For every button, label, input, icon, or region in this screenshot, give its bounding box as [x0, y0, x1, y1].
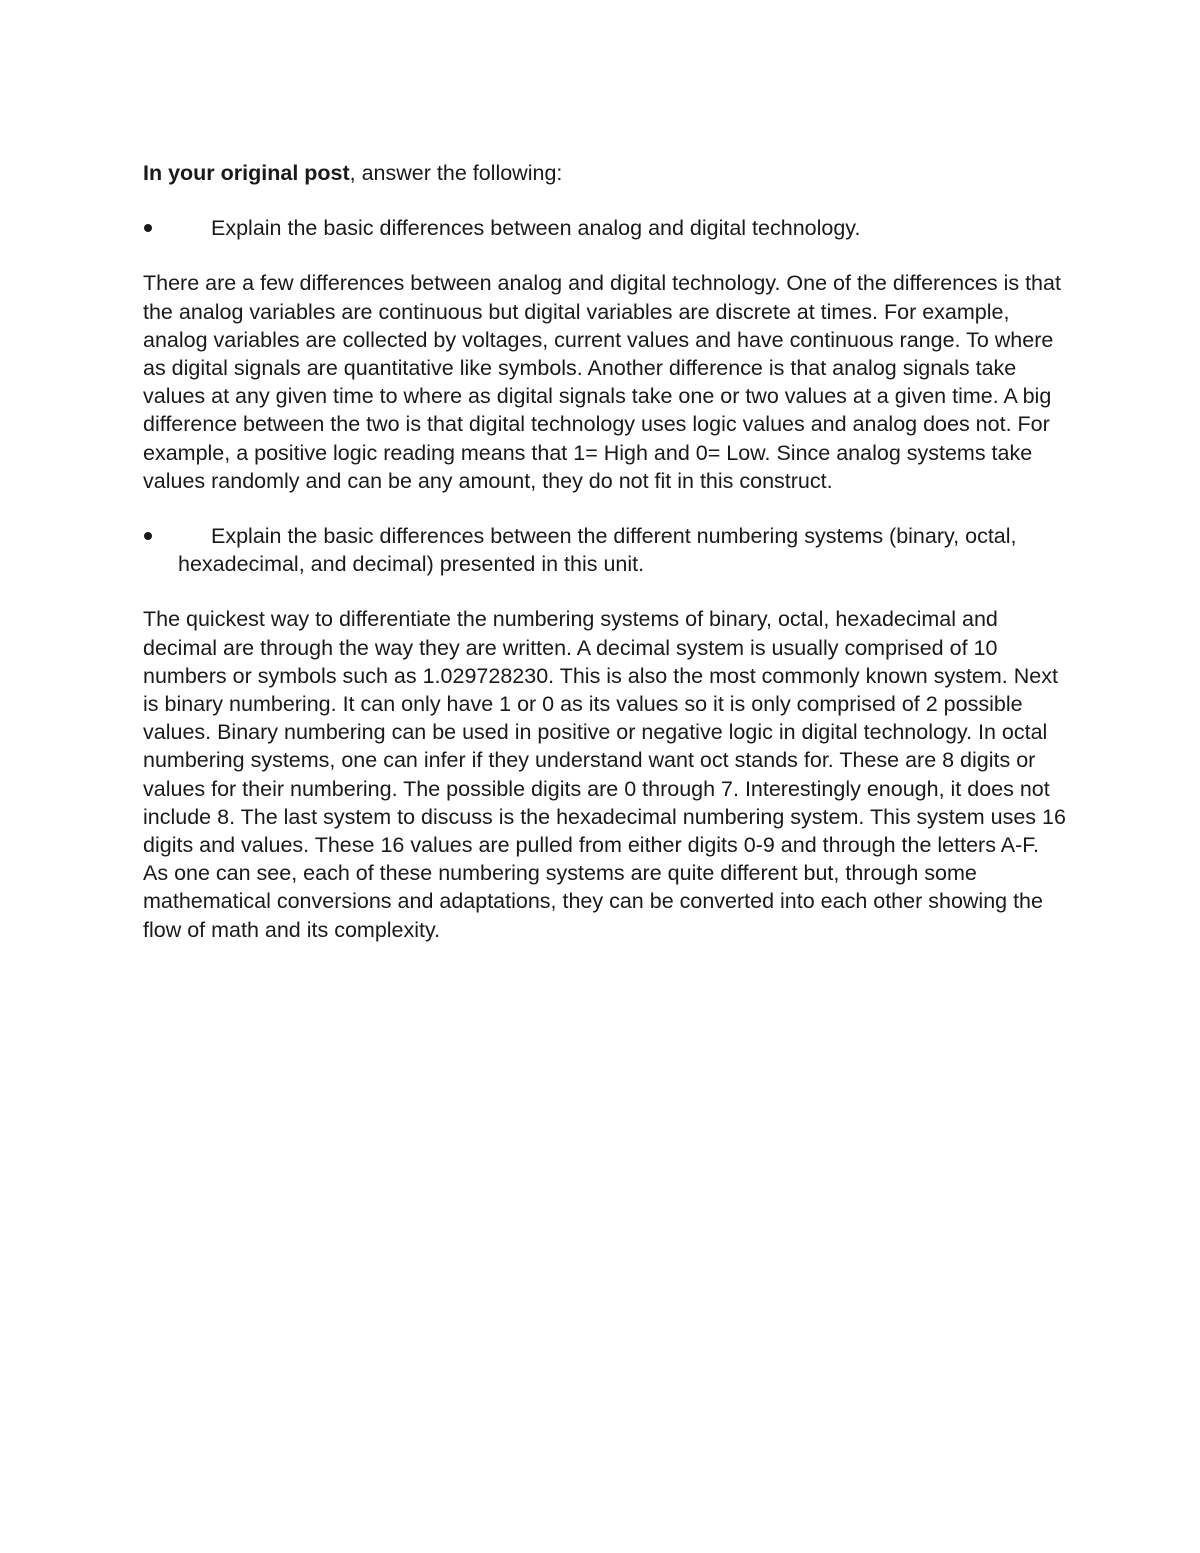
- answer-paragraph-2: The quickest way to differentiate the numbering systems of binary, octal, hexadecimal and decimal are through the way they are written. A decimal system is usually comprised of 10 numbers or symbols such as 1.029728230. This is also the most commonly known system. Next is binary numbering. It can only have 1 or 0 as its values so it is only comprised of 2 possible values. Binary numbering can be used in positive or negative logic in digital technology. In octal numbering systems, one can infer if they understand want oct stands for. These are 8 digits or values for their numbering. The possible digits are 0 through 7. Interestingly enough, it does not include 8. The last system to discuss is the hexadecimal numbering system. This system uses 16 digits and values. These 16 values are pulled from either digits 0-9 and through the letters A-F. As one can see, each of these numbering systems are quite different but, through some mathematical conversions and adaptations, they can be converted into each other showing the flow of math and its complexity.: [143, 607, 1066, 942]
- bullet-item-numbering-systems: [143, 522, 1068, 578]
- answer-paragraph-1: There are a few differences between analog and digital technology. One of the differences is that the analog variables are continuous but digital variables are discrete at times. For example, analog variables are collected by voltages, current values and have continuous range. To where as digital signals are quantitative like symbols. Another difference is that analog signals take values at any given time to where as digital signals take one or two values at a given time. A big difference between the two is that digital technology uses logic values and analog does not. For example, a positive logic reading means that 1= High and 0= Low. Since analog systems take values randomly and can be any amount, they do not fit in this construct.: [143, 271, 1061, 493]
- bullet-text: Explain the basic differences between analog and digital technology.: [211, 216, 861, 241]
- intro-bold-text: In your original post: [143, 161, 350, 185]
- bullet-item-analog-digital: [143, 214, 1068, 242]
- bullet-text: Explain the basic differences between the different numbering systems (binary, octal, hexadecimal, and decimal) presented in this unit.: [178, 524, 1017, 577]
- document-body: [143, 159, 1068, 971]
- intro-line: [143, 159, 1068, 187]
- intro-rest-text: , answer the following:: [349, 161, 563, 185]
